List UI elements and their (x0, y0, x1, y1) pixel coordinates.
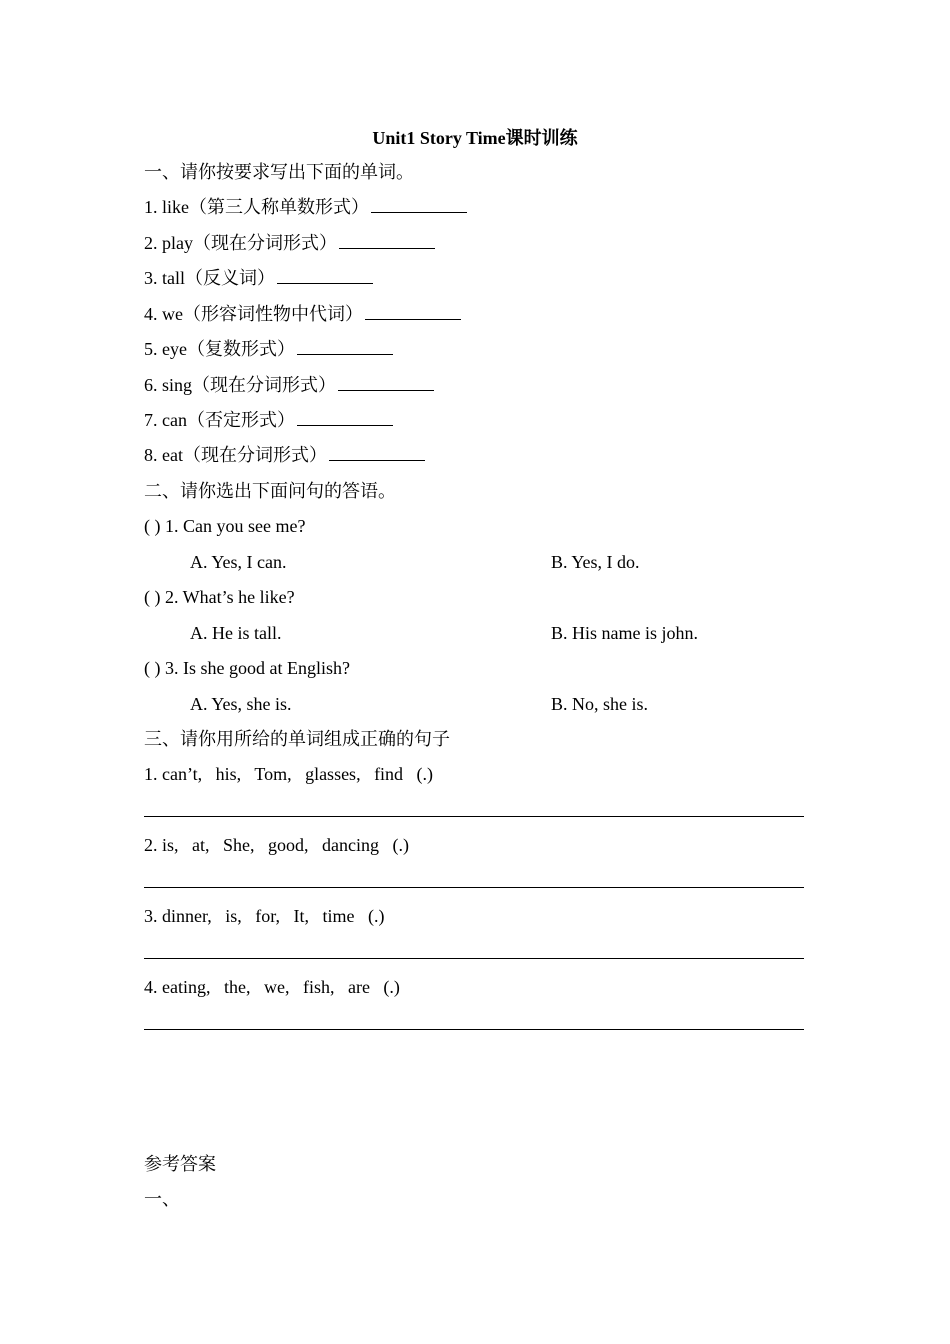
section3-heading: 三、请你用所给的单词组成正确的句子 (144, 729, 450, 749)
answer-blank[interactable] (297, 408, 393, 426)
answers-section1-label: 一、 (144, 1189, 180, 1209)
page-title: Unit1 Story Time课时训练 (372, 128, 578, 148)
answers-heading: 参考答案 (144, 1154, 216, 1174)
section1-item-7: 7. can（否定形式） (144, 408, 393, 432)
section1-heading: 一、请你按要求写出下面的单词。 (144, 162, 414, 182)
answer-writing-line[interactable] (144, 887, 804, 888)
section1-item-3: 3. tall（反义词） (144, 266, 373, 290)
answer-blank[interactable] (371, 195, 467, 213)
section1-item-6: 6. sing（现在分词形式） (144, 373, 434, 397)
section3-item-1: 1. can’t, his, Tom, glasses, find (.) (144, 764, 434, 784)
answer-blank[interactable] (329, 443, 425, 461)
section3-item-2: 2. is, at, She, good, dancing (.) (144, 835, 409, 855)
section3-item-4: 4. eating, the, we, fish, are (.) (144, 977, 400, 997)
answer-blank[interactable] (339, 231, 435, 249)
option-b-2: B. His name is john. (551, 623, 698, 643)
answer-blank[interactable] (365, 302, 461, 320)
section1-item-2: 2. play（现在分词形式） (144, 231, 435, 255)
option-b-3: B. No, she is. (551, 694, 649, 714)
option-a-3: A. Yes, she is. (190, 694, 292, 714)
option-b-1: B. Yes, I do. (551, 552, 640, 572)
section1-item-4: 4. we（形容词性物中代词） (144, 302, 461, 326)
option-a-1: A. Yes, I can. (190, 552, 287, 572)
answer-writing-line[interactable] (144, 1029, 804, 1030)
answer-blank[interactable] (338, 373, 434, 391)
section1-item-5: 5. eye（复数形式） (144, 337, 393, 361)
section2-heading: 二、请你选出下面问句的答语。 (144, 481, 396, 501)
section3-item-3: 3. dinner, is, for, It, time (.) (144, 906, 385, 926)
question-1: ( ) 1. Can you see me? (144, 516, 306, 536)
option-a-2: A. He is tall. (190, 623, 282, 643)
answer-blank[interactable] (277, 266, 373, 284)
answer-blank[interactable] (297, 337, 393, 355)
question-2: ( ) 2. What’s he like? (144, 587, 295, 607)
section1-item-1: 1. like（第三人称单数形式） (144, 195, 467, 219)
section1-item-8: 8. eat（现在分词形式） (144, 443, 425, 467)
answer-writing-line[interactable] (144, 958, 804, 959)
answer-writing-line[interactable] (144, 816, 804, 817)
question-3: ( ) 3. Is she good at English? (144, 658, 350, 678)
